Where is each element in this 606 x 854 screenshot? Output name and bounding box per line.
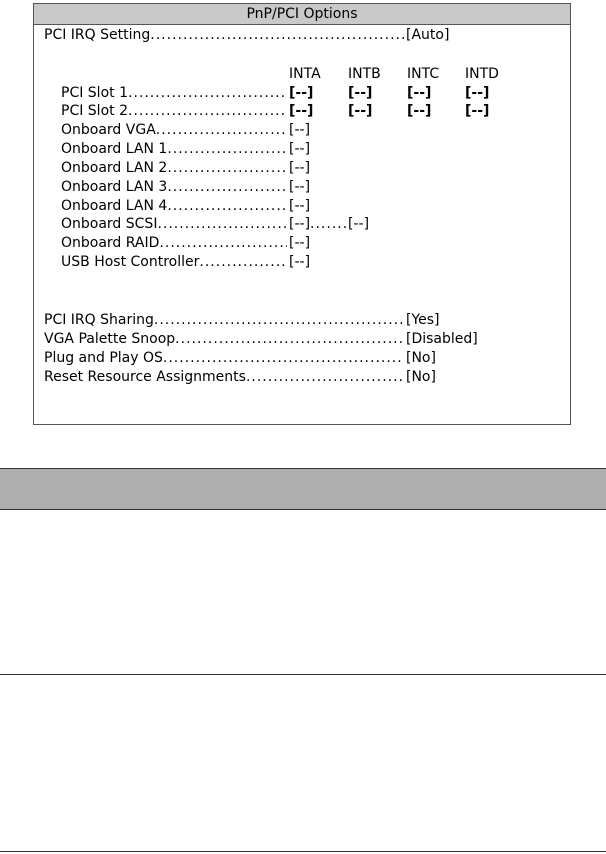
bios-screen	[33, 3, 571, 425]
onboard-lan-1-row[interactable]	[61, 140, 287, 158]
pci-irq-setting-row[interactable]	[44, 26, 404, 44]
pci-slot-1-intd[interactable]: [--]	[465, 85, 490, 101]
pci-irq-sharing-label: PCI IRQ Sharing	[44, 312, 154, 328]
plug-and-play-os-value[interactable]: [No]	[406, 350, 436, 366]
onboard-scsi-value[interactable]: [--]	[289, 216, 311, 232]
onboard-lan-3-value[interactable]: [--]	[289, 179, 311, 195]
pci-slot-2-label: PCI Slot 2	[61, 103, 128, 119]
onboard-vga-value[interactable]: [--]	[289, 122, 311, 138]
reset-resource-assignments-label: Reset Resource Assignments	[44, 369, 246, 385]
plug-and-play-os-label: Plug and Play OS	[44, 350, 163, 366]
pci-slot-1-intb[interactable]: [--]	[348, 85, 373, 101]
parameter-table	[0, 468, 606, 852]
onboard-vga-row[interactable]	[61, 121, 287, 139]
onboard-scsi-label: Onboard SCSI	[61, 216, 158, 232]
plug-and-play-os-row[interactable]	[44, 349, 404, 367]
onboard-scsi-value-wrap[interactable]	[289, 215, 347, 233]
onboard-raid-value[interactable]: [--]	[289, 235, 311, 251]
bios-title: PnP/PCI Options	[34, 4, 570, 25]
onboard-lan-2-label: Onboard LAN 2	[61, 160, 168, 176]
column-intb: INTB	[348, 66, 381, 82]
usb-host-controller-value[interactable]: [--]	[289, 254, 311, 270]
onboard-raid-row[interactable]	[61, 234, 287, 252]
column-inta: INTA	[289, 66, 321, 82]
column-intc: INTC	[407, 66, 440, 82]
onboard-lan-2-row[interactable]	[61, 159, 287, 177]
onboard-scsi-row[interactable]	[61, 215, 287, 233]
table-row	[0, 510, 606, 675]
pci-slot-2-row[interactable]	[61, 102, 287, 120]
pci-slot-1-intc[interactable]: [--]	[407, 85, 432, 101]
reset-resource-assignments-value[interactable]: [No]	[406, 369, 436, 385]
onboard-lan-3-label: Onboard LAN 3	[61, 179, 168, 195]
usb-host-controller-label: USB Host Controller	[61, 254, 200, 270]
pci-irq-setting-value[interactable]: [Auto]	[406, 27, 450, 43]
onboard-lan-4-label: Onboard LAN 4	[61, 198, 168, 214]
onboard-lan-2-value[interactable]: [--]	[289, 160, 311, 176]
pci-slot-1-row[interactable]	[61, 84, 287, 102]
onboard-lan-4-value[interactable]: [--]	[289, 198, 311, 214]
onboard-lan-1-value[interactable]: [--]	[289, 141, 311, 157]
table-header	[0, 468, 606, 510]
vga-palette-snoop-row[interactable]	[44, 330, 404, 348]
pci-irq-sharing-row[interactable]	[44, 311, 404, 329]
vga-palette-snoop-value[interactable]: [Disabled]	[406, 331, 478, 347]
pci-irq-setting-label: PCI IRQ Setting	[44, 27, 151, 43]
pci-slot-2-intb[interactable]: [--]	[348, 103, 373, 119]
reset-resource-assignments-row[interactable]	[44, 368, 404, 386]
pci-irq-sharing-value[interactable]: [Yes]	[406, 312, 440, 328]
onboard-lan-4-row[interactable]	[61, 197, 287, 215]
pci-slot-1-label: PCI Slot 1	[61, 85, 128, 101]
pci-slot-2-intd[interactable]: [--]	[465, 103, 490, 119]
pci-slot-1-inta[interactable]: [--]	[289, 85, 314, 101]
onboard-lan-1-label: Onboard LAN 1	[61, 141, 168, 157]
column-intd: INTD	[465, 66, 499, 82]
onboard-raid-label: Onboard RAID	[61, 235, 160, 251]
vga-palette-snoop-label: VGA Palette Snoop	[44, 331, 176, 347]
onboard-vga-label: Onboard VGA	[61, 122, 156, 138]
usb-host-controller-row[interactable]	[61, 253, 287, 271]
onboard-scsi-value2[interactable]: [--]	[348, 216, 370, 232]
pci-slot-2-inta[interactable]: [--]	[289, 103, 314, 119]
onboard-lan-3-row[interactable]	[61, 178, 287, 196]
table-row	[0, 675, 606, 852]
pci-slot-2-intc[interactable]: [--]	[407, 103, 432, 119]
